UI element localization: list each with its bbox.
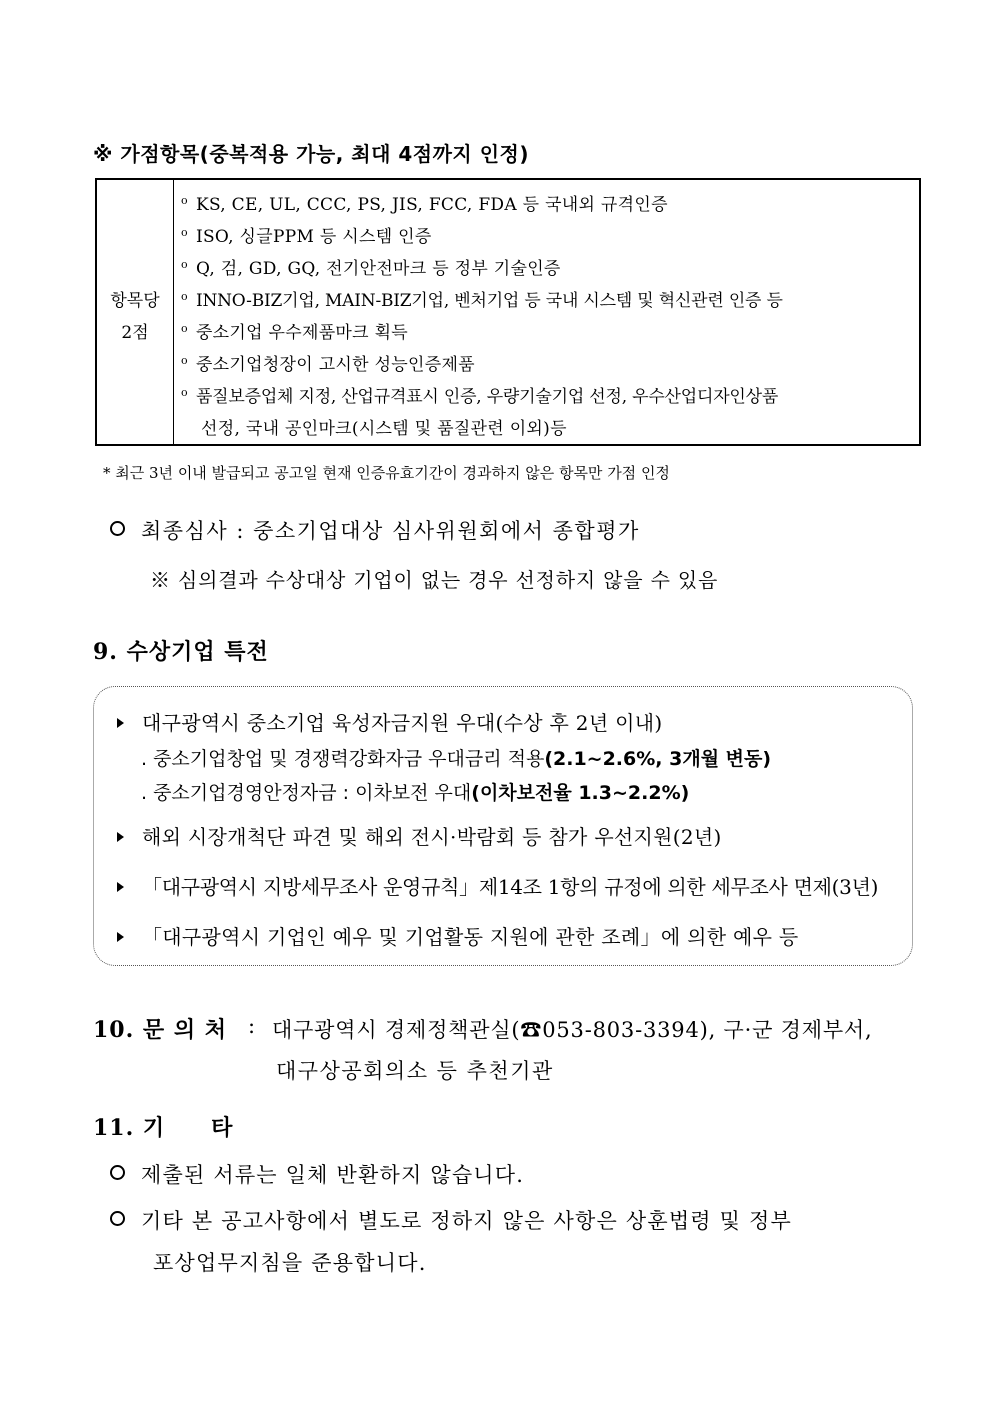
- bonus-title: ※ 가점항목(중복적용 가능, 최대 4점까지 인정): [93, 142, 529, 166]
- final-review: 최종심사 : 중소기업대상 심사위원회에서 종합평가: [110, 515, 640, 545]
- circle-bullet-icon: [110, 1211, 125, 1226]
- circle-bullet-icon: [110, 521, 125, 536]
- circle-bullet-icon: [110, 1165, 125, 1180]
- etc-item-continuation: 포상업무지침을 준용합니다.: [153, 1251, 427, 1275]
- bonus-item: $^o$ KS, CE, UL, CCC, PS, JIS, FCC, FDA 등 국내외 규격인증: [181, 194, 668, 215]
- triangle-bullet-icon: [117, 882, 124, 892]
- benefit-item: 대구광역시 중소기업 육성자금지원 우대(수상 후 2년 이내): [117, 707, 662, 736]
- score-label: 항목당: [110, 291, 160, 311]
- contact-line-1: 대구광역시 경제정책관실(☎053-803-3394), 구·군 경제부서,: [272, 1018, 873, 1042]
- section-9-heading: 9. 수상기업 특전: [93, 639, 269, 665]
- final-review-note: ※ 심의결과 수상대상 기업이 없는 경우 선정하지 않을 수 있음: [150, 568, 719, 592]
- benefit-sub-item: . 중소기업창업 및 경쟁력강화자금 우대금리 적용(2.1~2.6%, 3개월 변동): [141, 748, 772, 770]
- benefit-item: 「대구광역시 기업인 예우 및 기업활동 지원에 관한 조례」에 의한 예우 등: [117, 921, 799, 950]
- benefit-sub-item: . 중소기업경영안정자금 : 이차보전 우대(이차보전율 1.3~2.2%): [141, 782, 690, 804]
- section-11-heading: 11. 기 타: [93, 1115, 234, 1141]
- triangle-bullet-icon: [117, 718, 124, 728]
- benefit-item: 「대구광역시 지방세무조사 운영규칙」제14조 1항의 규정에 의한 세무조사 면제(3년): [117, 871, 878, 900]
- score-value: 2점: [121, 323, 149, 343]
- score-cell: [97, 180, 174, 444]
- bonus-item: $^o$ Q, 검, GD, GQ, 전기안전마크 등 정부 기술인증: [181, 258, 561, 279]
- section-10-colon: :: [248, 1014, 257, 1038]
- benefit-item: 해외 시장개척단 파견 및 해외 전시·박람회 등 참가 우선지원(2년): [117, 821, 722, 850]
- triangle-bullet-icon: [117, 932, 124, 942]
- bonus-item: $^o$ ISO, 싱글PPM 등 시스템 인증: [181, 226, 432, 247]
- bonus-item: $^o$ 중소기업청장이 고시한 성능인증제품: [181, 354, 475, 375]
- bonus-item-continuation: 선정, 국내 공인마크(시스템 및 품질관련 이외)등: [201, 419, 567, 439]
- bonus-item: $^o$ 중소기업 우수제품마크 획득: [181, 322, 409, 343]
- bonus-item: $^o$ INNO-BIZ기업, MAIN-BIZ기업, 벤처기업 등 국내 시스템 및 혁신관련 인증 등: [181, 290, 783, 311]
- triangle-bullet-icon: [117, 832, 124, 842]
- contact-line-2: 대구상공회의소 등 추천기관: [276, 1059, 554, 1083]
- bonus-item: $^o$ 품질보증업체 지정, 산업규격표시 인증, 우량기술기업 선정, 우수산업디자인상품: [181, 386, 779, 407]
- etc-item: 기타 본 공고사항에서 별도로 정하지 않은 사항은 상훈법령 및 정부: [110, 1205, 792, 1235]
- section-10-heading: 10. 문 의 처: [93, 1017, 228, 1043]
- bonus-table: [95, 178, 921, 446]
- etc-item: 제출된 서류는 일체 반환하지 않습니다.: [110, 1159, 524, 1189]
- bonus-footnote: * 최근 3년 이내 발급되고 공고일 현재 인증유효기간이 경과하지 않은 항목만 가점 인정: [103, 464, 670, 482]
